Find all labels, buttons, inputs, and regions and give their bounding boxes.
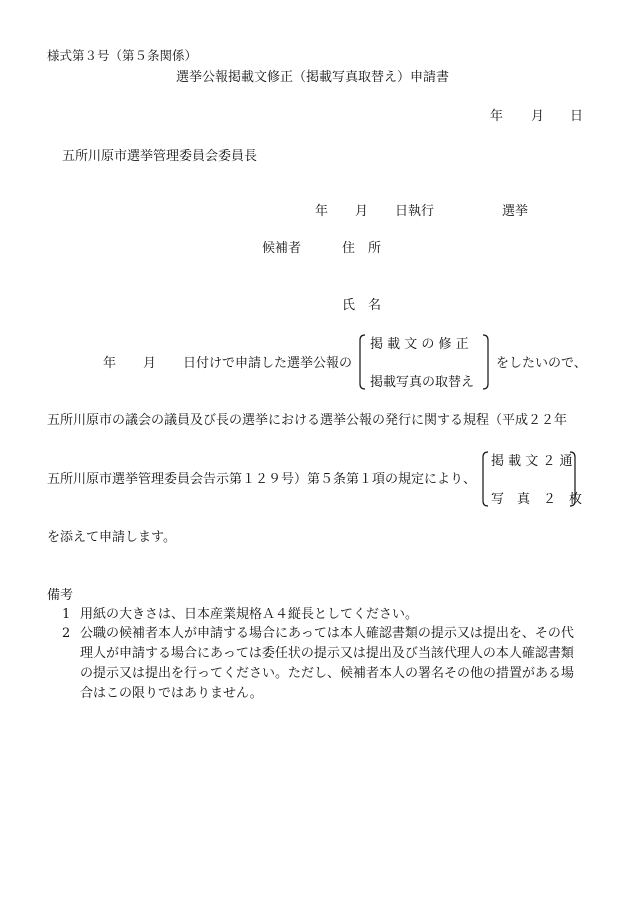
- addressee: 五所川原市選挙管理委員会委員長: [62, 149, 258, 164]
- candidate-label: 候補者: [262, 241, 302, 256]
- regulation-line-2: 五所川原市選挙管理委員会告示第１２９号）第５条第１項の規定により、: [47, 472, 477, 487]
- election-day-execution-label: 日執行: [395, 204, 435, 219]
- request-month-label: 月: [143, 356, 157, 371]
- request-year-label: 年: [103, 356, 117, 371]
- note-2-line-4: 合はこの限りではありません。: [80, 686, 263, 701]
- note-2-line-3: の提示又は提出を行ってください。ただし、候補者本人の署名その他の措置がある場: [80, 666, 575, 681]
- election-year-label: 年: [315, 204, 329, 219]
- note-2-line-1: 公職の候補者本人が申請する場合にあっては本人確認書類の提示又は提出を、その代: [80, 626, 574, 641]
- form-number: 様式第３号（第５条関係）: [47, 48, 198, 63]
- notes-title: 備考: [47, 588, 74, 603]
- document-title: 選挙公報掲載文修正（掲載写真取替え）申請書: [176, 70, 450, 85]
- name-label: 氏 名: [342, 298, 382, 313]
- address-label: 住 所: [342, 241, 382, 256]
- election-month-label: 月: [355, 204, 369, 219]
- request-option-photo-replacement: 掲載写真の取替え: [370, 375, 475, 390]
- attachment-photo-copies: 写 真 ２ 枚: [491, 492, 583, 507]
- date-day-label: 日: [570, 109, 584, 124]
- date-month-label: 月: [531, 109, 545, 124]
- note-1-text: 用紙の大きさは、日本産業規格Ａ４縦長としてください。: [80, 607, 419, 622]
- regulation-line-1: 五所川原市の議会の議員及び長の選挙における選挙公報の発行に関する規程（平成２２年: [47, 413, 568, 428]
- regulation-line-3: を添えて申請します。: [47, 530, 176, 545]
- note-1-number: 1: [62, 607, 71, 622]
- election-label: 選挙: [502, 204, 529, 219]
- note-2-number: 2: [62, 626, 71, 641]
- request-suffix: をしたいので、: [496, 356, 587, 371]
- note-2-line-2: 理人が申請する場合にあっては委任状の提示又は提出及び当該代理人の本人確認書類: [80, 646, 574, 661]
- attachment-text-copies: 掲 載 文 ２ 通: [491, 454, 573, 469]
- request-dated-text: 日付けで申請した選挙公報の: [183, 356, 353, 371]
- request-option-text-revision: 掲 載 文 の 修 正: [370, 337, 469, 352]
- date-year-label: 年: [490, 109, 504, 124]
